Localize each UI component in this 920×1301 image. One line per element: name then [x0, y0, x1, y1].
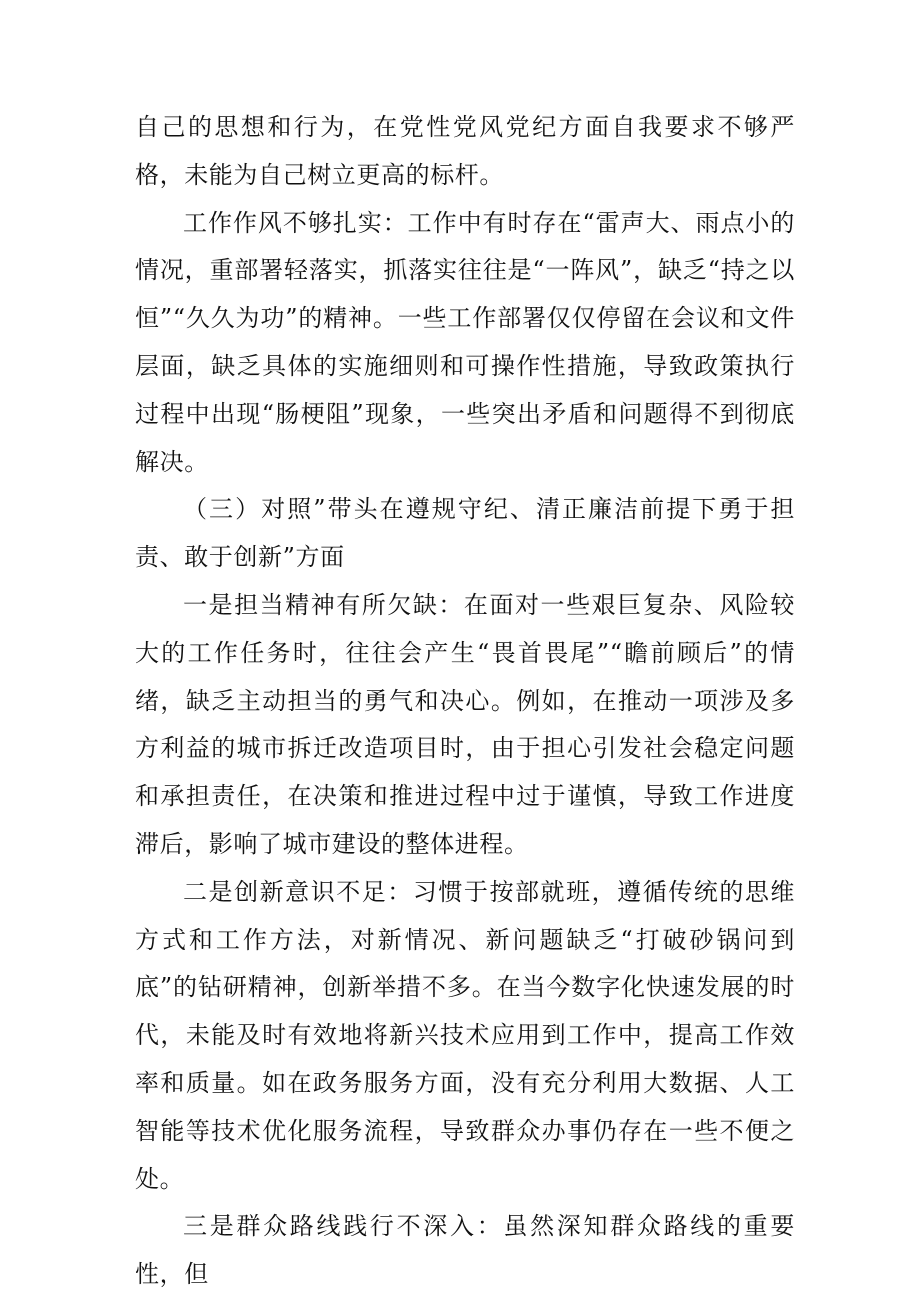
document-body [135, 104, 795, 1299]
paragraph-mass-line: 三是群众路线践行不深入：虽然深知群众路线的重要性，但 [135, 1212, 795, 1289]
paragraph-continuation: 自己的思想和行为，在党性党风党纪方面自我要求不够严格，未能为自己树立更高的标杆。 [135, 113, 795, 189]
section-heading-three: （三）对照”带头在遵规守纪、清正廉洁前提下勇于担责、敢于创新”方面 [135, 495, 795, 572]
paragraph-work-style: 工作作风不够扎实：工作中有时存在“雷声大、雨点小的情况，重部署轻落实，抓落实往往是“一阵风”，缺乏“持之以恒”“久久为功”的精神。一些工作部署仅仅停留在会议和文件层面，缺乏具体的实施细则和可操作性措施，导致政策执行过程中出现“肠梗阻”现象，一些突出矛盾和问题得不到彻底解决。 [135, 208, 795, 476]
paragraph-responsibility: 一是担当精神有所欠缺：在面对一些艰巨复杂、风险较大的工作任务时，往往会产生“畏首畏尾”“瞻前顾后”的情绪，缺乏主动担当的勇气和决心。例如，在推动一项涉及多方利益的城市拆迁改造项目时，由于担心引发社会稳定问题和承担责任，在决策和推进过程中过于谨慎，导致工作进度滞后，影响了城市建设的整体进程。 [135, 590, 795, 858]
paragraph-innovation: 二是创新意识不足：习惯于按部就班，遵循传统的思维方式和工作方法，对新情况、新问题缺乏“打破砂锅问到底”的钻研精神，创新举措不多。在当今数字化快速发展的时代，未能及时有效地将新兴技术应用到工作中，提高工作效率和质量。如在政务服务方面，没有充分利用大数据、人工智能等技术优化服务流程，导致群众办事仍存在一些不便之处。 [135, 877, 795, 1193]
